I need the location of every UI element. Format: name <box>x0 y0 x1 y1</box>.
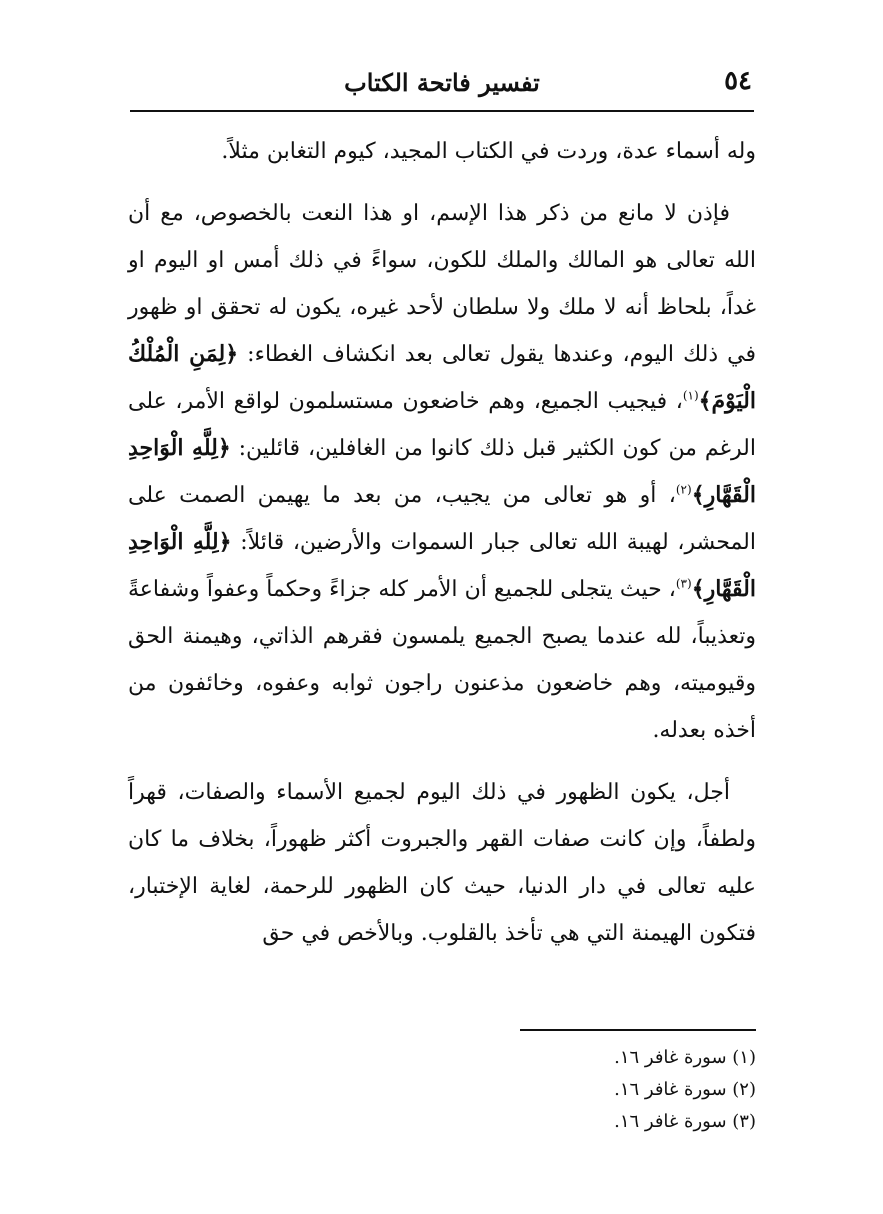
header-divider <box>130 110 754 112</box>
footnote-divider <box>520 1029 756 1031</box>
footnote-ref-3: (٣) <box>675 576 692 591</box>
paragraph-2-text-3: ، أو هو تعالى من يجيب، من بعد ما يهيمن الصمت على المحشر، لهيبة الله تعالى جبار السموات والأرضين، قائلاً: <box>128 483 756 555</box>
quran-verse-1: ﴿لِمَنِ الْمُلْكُ الْيَوْمَ﴾ <box>128 341 756 414</box>
footnote-3: (٣) سورة غافر ١٦. <box>614 1111 756 1132</box>
footnote-1: (١) سورة غافر ١٦. <box>614 1047 756 1068</box>
footnote-2: (٢) سورة غافر ١٦. <box>614 1079 756 1100</box>
book-title: تفسير فاتحة الكتاب <box>344 68 540 97</box>
quran-verse-3: ﴿لِلَّهِ الْوَاحِدِ الْقَهَّارِ﴾ <box>128 529 756 602</box>
footnote-ref-2: (٢) <box>675 482 692 497</box>
paragraph-1: وله أسماء عدة، وردت في الكتاب المجيد، كيوم التغابن مثلاً. <box>221 139 756 164</box>
quran-verse-2: ﴿لِلَّهِ الْوَاحِدِ الْقَهَّارِ﴾ <box>128 435 756 508</box>
running-header <box>130 62 754 102</box>
paragraph-2-text-1: فإذن لا مانع من ذكر هذا الإسم، او هذا النعت بالخصوص، مع أن الله تعالى هو المالك والملك للكون، سواءً في ذلك أمس او اليوم او غداً، بلحاظ أنه لا ملك ولا سلطان لأحد غيره، يكون له تحقق او ظهور في ذلك اليوم، وعندها يقول تعالى بعد انكشاف الغطاء: <box>128 201 757 367</box>
footnote-ref-1: (١) <box>682 388 699 403</box>
paragraph-3: أجل، يكون الظهور في ذلك اليوم لجميع الأسماء والصفات، قهراً ولطفاً، وإن كانت صفات القهر والجبروت أكثر ظهوراً، بخلاف ما كان عليه تعالى في دار الدنيا، حيث كان الظهور للرحمة، لغاية الإختبار، فتكون الهيمنة التي هي تأخذ بالقلوب. وبالأخص في حق <box>128 780 756 946</box>
page-number: ٥٤ <box>724 66 752 96</box>
paragraph-2-text-2: ، فيجيب الجميع، وهم خاضعون مستسلمون لواقع الأمر، على الرغم من كون الكثير قبل ذلك كانوا من الغافلين، قائلين: <box>128 389 756 461</box>
paragraph-2-text-4: ، حيث يتجلى للجميع أن الأمر كله جزاءً وحكماً وعفواً وشفاعةً وتعذيباً، لله عندما يصبح الجميع يلمسون فقرهم الذاتي، وهيمنة الحق وقيوميته، وهم خاضعون مذعنون راجون ثوابه وعفوه، وخائفون من أخذه بعدله. <box>128 577 756 743</box>
footnotes <box>300 1042 756 1138</box>
main-text <box>128 128 756 957</box>
paragraph-2 <box>128 190 756 754</box>
